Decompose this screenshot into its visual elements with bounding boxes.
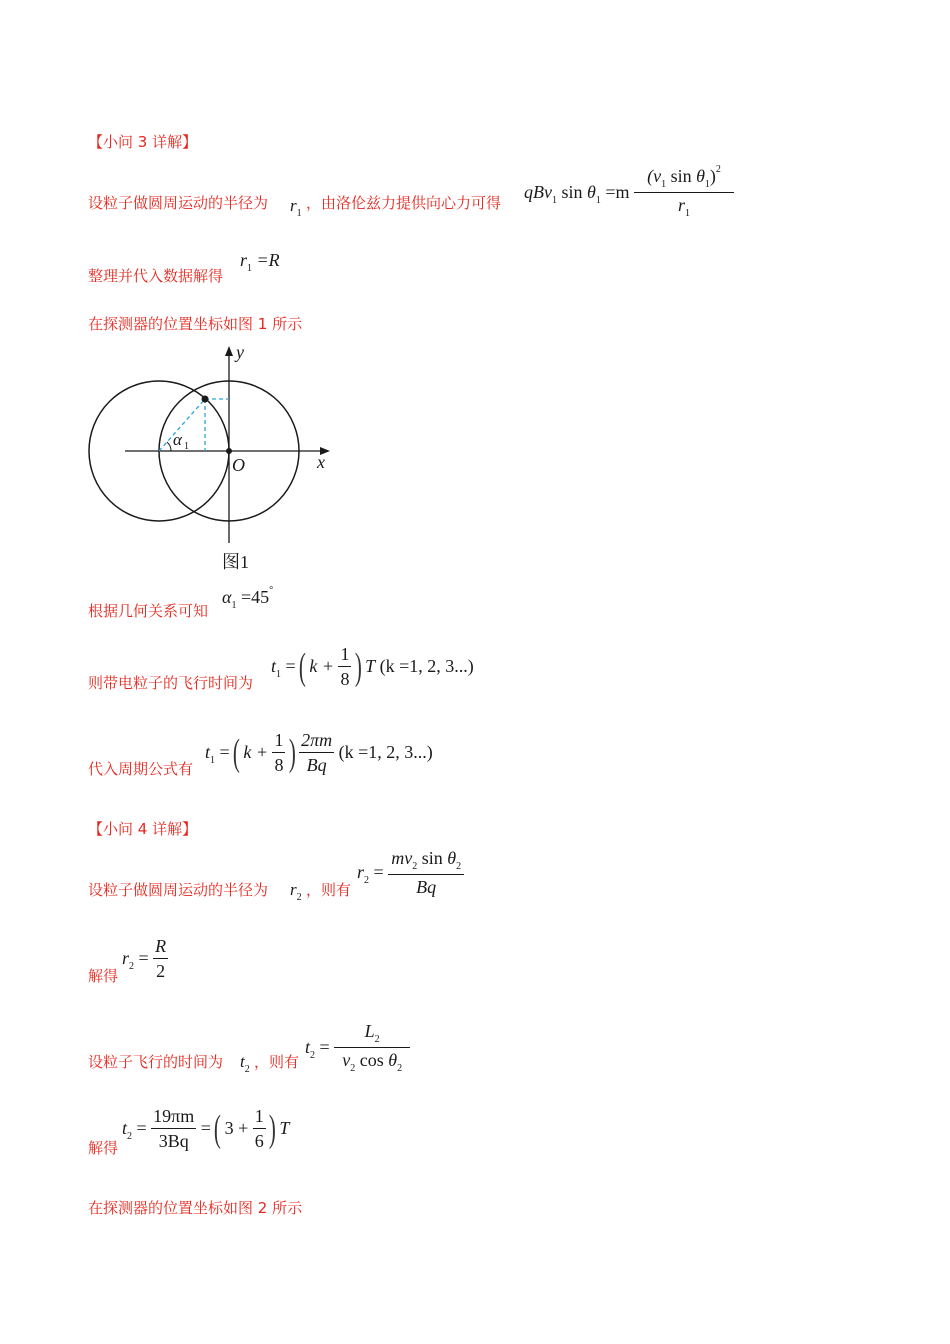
- s3-line6-text: 代入周期公式有: [88, 760, 194, 778]
- s4-r2-equation: $r_2$ = $\frac{mv_2 \sin \theta_2}{Bq}$: [357, 846, 464, 899]
- s4-r2-inline: $r_2$: [290, 880, 302, 903]
- angle-arc: [167, 442, 171, 451]
- s3-line3-text: 在探测器的位置坐标如图 1 所示: [88, 315, 303, 333]
- s4-line3-text: 设粒子飞行的时间为: [88, 1053, 224, 1071]
- figure-1-caption: 图1: [222, 552, 249, 572]
- s3-lorentz-equation: qBv$_1$ $\sin \theta_1 =m$ $\frac{(v_1 \sin \theta_1)^2}{r_1}$: [524, 164, 734, 221]
- s3-t1-equation: $t_1$ = ( k + $\frac{1}{8}$ ) T (k =1, 2, 3...): [271, 644, 474, 689]
- s4-line1-text2: ，则有: [306, 881, 352, 899]
- label-o: O: [232, 455, 245, 475]
- s4-t2-equation: $t_2$ = $\frac{L_2}{v_2 \cos \theta_2}$: [305, 1019, 410, 1076]
- label-alpha-sub: 1: [184, 441, 189, 452]
- label-alpha: α: [173, 430, 182, 449]
- s4-line5-text: 在探测器的位置坐标如图 2 所示: [88, 1199, 303, 1217]
- y-axis-arrow: [225, 346, 233, 356]
- detector-point: [202, 396, 209, 403]
- s3-line2-text: 整理并代入数据解得: [88, 267, 224, 285]
- s3-alpha-eq: $\alpha_1 =45^\circ$: [222, 585, 274, 611]
- s3-line1-text2: ，由洛伦兹力提供向心力可得: [306, 194, 502, 212]
- s4-t2-result: $t_2$ = $\frac{19\pi m}{3Bq}$ = ( 3 + $\frac{1}{6}$ ) T: [122, 1106, 290, 1151]
- s3-line1-text: 设粒子做圆周运动的半径为: [88, 194, 269, 212]
- label-y: y: [236, 342, 244, 362]
- section4-heading: 【小问 4 详解】: [88, 820, 198, 838]
- s3-t1-period-equation: $t_1$ = ( k + $\frac{1}{8}$ ) $\frac{2\pi m}{Bq}$ (k =1, 2, 3...): [205, 730, 433, 775]
- radius-dashed: [159, 399, 205, 451]
- s4-line4-text: 解得: [88, 1139, 119, 1157]
- s4-t2-inline: $t_2$: [240, 1052, 250, 1075]
- s3-r1-inline: $r_1$: [290, 196, 302, 219]
- origin-point: [226, 448, 232, 454]
- s4-r2-result: $r_2$ = $\frac{R}{2}$: [122, 936, 167, 981]
- s4-line3-text2: ，则有: [254, 1053, 300, 1071]
- s3-r1-eq-R: $r_1 =R$: [240, 250, 280, 274]
- label-x: x: [317, 452, 325, 472]
- figure-1: [80, 338, 350, 578]
- section3-heading: 【小问 3 详解】: [88, 133, 198, 151]
- s3-line4-text: 根据几何关系可知: [88, 602, 209, 620]
- s3-line5-text: 则带电粒子的飞行时间为: [88, 674, 254, 692]
- s4-line1-text: 设粒子做圆周运动的半径为: [88, 881, 269, 899]
- s4-line2-text: 解得: [88, 967, 119, 985]
